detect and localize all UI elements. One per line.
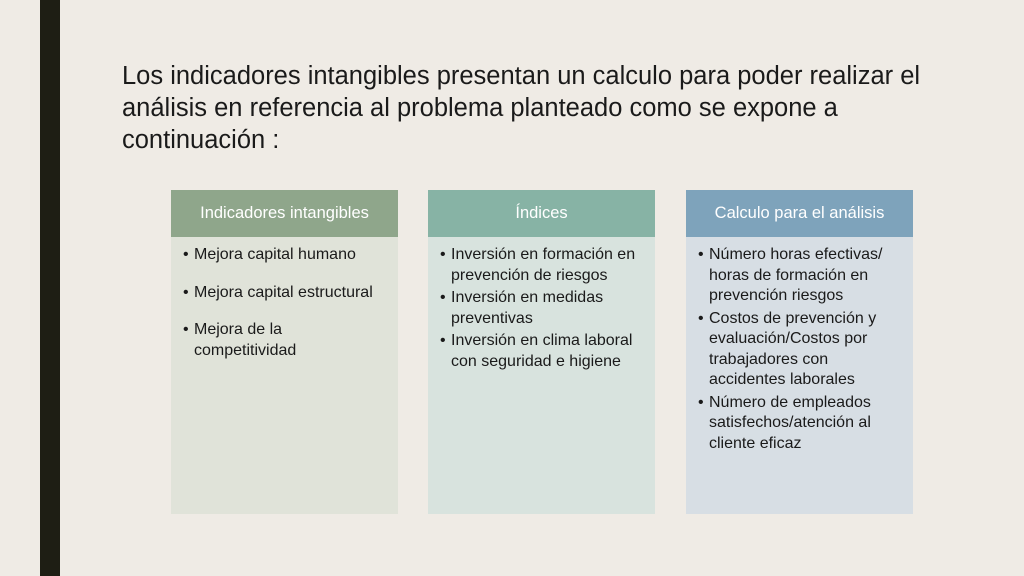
column-indices	[428, 190, 655, 514]
bullet-list	[440, 245, 645, 372]
column-calculo-analisis	[686, 190, 913, 514]
column-body	[686, 237, 913, 514]
column-header: Índices	[428, 190, 655, 237]
list-item-text: Costos de prevención y evaluación/Costos por trabajadores con accidentes laborales	[709, 309, 877, 388]
column-indicadores-intangibles	[171, 190, 398, 514]
bullet-icon: •	[183, 321, 189, 338]
list-item	[183, 245, 388, 266]
column-body	[171, 237, 398, 514]
bullet-icon: •	[440, 246, 446, 263]
bullet-icon: •	[698, 309, 704, 327]
list-item	[698, 393, 903, 455]
list-item-text: Número de empleados satisfechos/atención al cliente eficaz	[709, 393, 871, 452]
bullet-icon: •	[440, 332, 446, 349]
list-item	[698, 309, 903, 391]
bullet-icon: •	[183, 246, 189, 263]
slide-accent-bar	[40, 0, 60, 576]
list-item	[440, 245, 645, 286]
column-header: Calculo para el análisis	[686, 190, 913, 237]
list-item	[440, 288, 645, 329]
list-item	[183, 320, 388, 361]
column-header: Indicadores intangibles	[171, 190, 398, 237]
list-item	[698, 245, 903, 307]
list-item-text: Mejora capital estructural	[194, 283, 373, 301]
bullet-icon: •	[183, 283, 189, 301]
list-item-text: Mejora de la competitividad	[194, 321, 297, 359]
bullet-list	[698, 245, 903, 454]
bullet-icon: •	[698, 246, 704, 263]
list-item-text: Inversión en medidas preventivas	[451, 289, 604, 327]
bullet-list	[183, 245, 388, 361]
list-item-text: Mejora capital humano	[194, 246, 356, 263]
column-body	[428, 237, 655, 514]
slide-title: Los indicadores intangibles presentan un calculo para poder realizar el análisis en referencia al problema planteado como se expone a continuación :	[122, 62, 921, 154]
list-item	[183, 283, 388, 304]
list-item-text: Número horas efectivas/ horas de formación en prevención riesgos	[709, 246, 883, 304]
list-item	[440, 331, 645, 372]
bullet-icon: •	[698, 393, 704, 411]
list-item-text: Inversión en clima laboral con seguridad e higiene	[451, 332, 633, 370]
list-item-text: Inversión en formación en prevención de riesgos	[451, 246, 636, 284]
bullet-icon: •	[440, 289, 446, 306]
